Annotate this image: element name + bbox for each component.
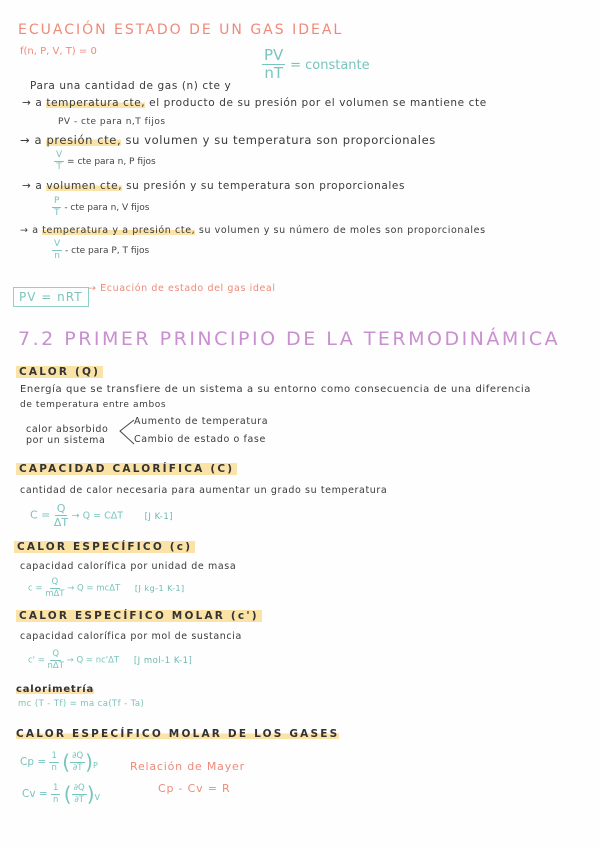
gases-heading-text: CALOR ESPECÍFICO MOLAR DE LOS GASES [16, 728, 340, 740]
gases-heading [16, 728, 339, 740]
capacidad-heading-text: CAPACIDAD CALORÍFICA (C) [16, 463, 237, 475]
calor-right-1: Aumento de temperatura [134, 416, 269, 427]
intro-text: Para una cantidad de gas (n) cte y [30, 80, 232, 92]
frac-num: V [54, 239, 61, 249]
frac-num: V [56, 150, 63, 160]
capacidad-formula [30, 503, 173, 528]
formula-unit: [J mol-1 K-1] [133, 655, 193, 666]
pv-nt-formula [262, 48, 370, 81]
calor-left-1: calor absorbido [26, 424, 109, 435]
sub-v: V [94, 793, 100, 803]
frac-den: n [51, 762, 57, 773]
state-function: f(n, P, V, T) = 0 [20, 46, 97, 57]
pv-nrt-note: → Ecuación de estado del gas ideal [88, 283, 276, 294]
frac-den: nΔT [47, 660, 64, 671]
item-prefix: a [35, 180, 43, 192]
capacidad-desc: cantidad de calor necesaria para aumentar un grado su temperatura [20, 485, 388, 496]
formula-v-n [52, 240, 149, 261]
item-temp-presion [20, 225, 486, 236]
formula-lhs: c = [28, 583, 43, 594]
item-temperatura [22, 97, 487, 109]
item-prefix: a [34, 133, 43, 147]
item-text: su presión y su temperatura son proporcionales [126, 180, 406, 192]
calor-def-line2: de temperatura entre ambos [20, 400, 167, 410]
frac-den: n [54, 251, 60, 261]
formula-unit: [J kg-1 K-1] [134, 583, 185, 593]
formula-pv-cte: PV - cte para n,T fijos [58, 117, 166, 127]
cv-formula: Cv = $\frac{1}{n}$ ( $\frac{\partial Q}{\partial T}$ )$_V$ [22, 782, 100, 806]
frac-num: Q [51, 577, 59, 587]
highlight-temp-presion: temperatura y a presión cte, [42, 225, 196, 236]
calor-left-2: por un sistema [26, 435, 106, 446]
especifico-heading [14, 541, 195, 553]
frac-num: ∂Q [73, 783, 85, 793]
calorimetria-heading [16, 684, 94, 695]
item-prefix: a [32, 225, 39, 236]
frac-num: 1 [51, 751, 57, 761]
arrow-icon: → [22, 180, 32, 192]
item-text: su volumen y su temperatura son proporcionales [125, 133, 436, 147]
formula-result: → Q = mcΔT [67, 583, 121, 594]
frac-den: n [53, 794, 59, 805]
frac-num: Q [56, 502, 66, 515]
mayer-equation: Cp - Cv = R [158, 782, 231, 795]
calorimetria-eq: mc (T - Tf) = ma ca(Tf - Ta) [18, 699, 145, 709]
pv-numerator: PV [264, 46, 284, 64]
formula-unit: [J K-1] [144, 511, 174, 522]
arrow-icon: → [20, 133, 31, 147]
formula-rest: - cte para P, T fijos [65, 246, 150, 256]
calor-absorbido [26, 424, 108, 446]
item-volumen [22, 180, 405, 192]
frac-den: ∂T [74, 794, 84, 805]
calor-def-line1: Energía que se transfiere de un sistema a su entorno como consecuencia de una diferencia [20, 384, 532, 395]
especifico-desc: capacidad calorífica por unidad de masa [20, 561, 237, 572]
frac-num: 1 [53, 783, 59, 793]
highlight-volumen: volumen cte, [46, 180, 123, 192]
pv-denominator: nT [264, 64, 283, 82]
molar-heading-text: CALOR ESPECÍFICO MOLAR (c') [16, 610, 262, 622]
cv-label: Cv = [22, 788, 48, 800]
highlight-temperatura: temperatura cte, [46, 97, 146, 109]
especifico-formula [28, 578, 185, 598]
section-title: 7.2 PRIMER PRINCIPIO DE LA TERMODINÁMICA [18, 328, 561, 350]
calor-right-2: Cambio de estado o fase [134, 434, 266, 445]
formula-result: → Q = nc'ΔT [66, 655, 120, 666]
arrow-icon: → [22, 97, 32, 109]
frac-num: ∂Q [72, 751, 84, 761]
title-gas-ideal: ECUACIÓN ESTADO DE UN GAS IDEAL [18, 22, 344, 38]
frac-den: mΔT [45, 588, 65, 599]
molar-heading [16, 610, 262, 622]
frac-den: ∂T [72, 762, 83, 773]
calorimetria-heading-text: calorimetría [16, 684, 95, 695]
formula-rest: = cte para n, P fijos [67, 157, 156, 167]
especifico-heading-text: CALOR ESPECÍFICO (c) [14, 541, 195, 553]
formula-lhs: C = [30, 508, 51, 522]
formula-p-t [52, 197, 149, 218]
sub-p: P [92, 761, 98, 771]
molar-formula [28, 650, 192, 670]
cp-formula: Cp = $\frac{1}{n}$ ( $\frac{\partial Q}{\partial T}$ )$_P$ [20, 750, 98, 774]
calor-heading [16, 366, 103, 378]
frac-den: T [56, 162, 62, 172]
formula-rest: - cte para n, V fijos [64, 203, 150, 213]
frac-num: Q [52, 649, 60, 659]
frac-den: T [53, 208, 60, 218]
highlight-presion: presión cte, [46, 133, 122, 147]
frac-num: P [54, 196, 60, 206]
formula-result: → Q = CΔT [71, 510, 124, 522]
item-text: el producto de su presión por el volumen se mantiene cte [149, 97, 487, 109]
formula-v-t [54, 151, 156, 172]
molar-desc: capacidad calorífica por mol de sustancia [20, 631, 242, 642]
pv-nrt-box: PV = nRT [13, 287, 89, 307]
arrow-icon: → [20, 225, 29, 236]
mayer-label: Relación de Mayer [130, 760, 245, 773]
calor-heading-text: CALOR (Q) [16, 366, 103, 378]
cp-label: Cp = [20, 756, 47, 768]
brace-icon [116, 418, 136, 446]
capacidad-heading [16, 463, 237, 475]
constante-text: = constante [290, 58, 370, 73]
item-text: su volumen y su número de moles son proporcionales [198, 225, 486, 236]
item-presion [20, 133, 436, 147]
item-prefix: a [35, 97, 43, 109]
frac-den: ΔT [53, 516, 69, 529]
formula-lhs: c' = [28, 655, 45, 666]
